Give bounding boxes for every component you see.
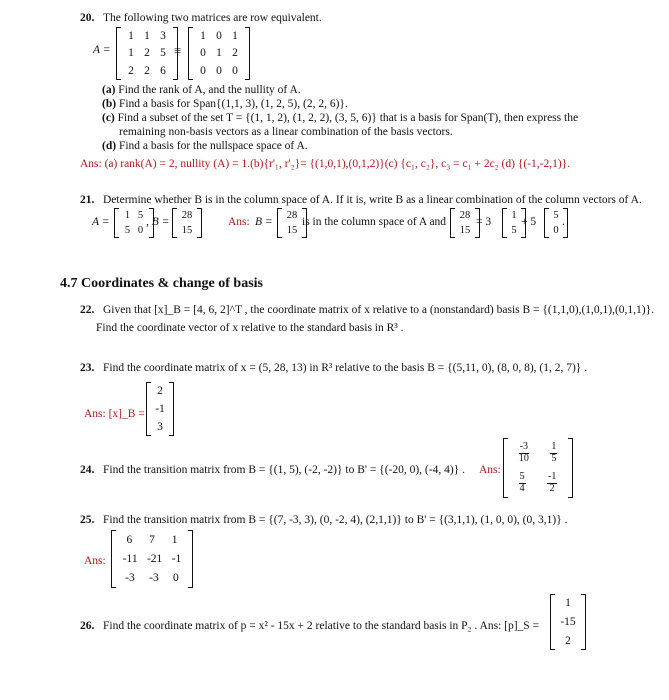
q20-matrix-r bbox=[188, 27, 250, 80]
matrix-cell: 5 bbox=[137, 210, 144, 221]
q21-ans-text: is in the column space of A and bbox=[302, 216, 447, 228]
matrix-row bbox=[153, 385, 167, 397]
matrix-cell: 2 bbox=[232, 47, 238, 60]
q24-ans-label: Ans: bbox=[479, 464, 501, 476]
matrix-cell: 0 bbox=[232, 65, 238, 78]
q23-text: Find the coordinate matrix of x = (5, 28, 13) in R³ relative to the basis B = {(5,11, 0), (8, 0, 8), (1, 2, 7)} . bbox=[103, 362, 588, 374]
q21-a-label: A = bbox=[92, 216, 110, 228]
matrix-cell: 0 bbox=[173, 572, 179, 585]
matrix-cell: 2 bbox=[144, 47, 150, 60]
matrix-cell: 2 bbox=[128, 65, 134, 78]
matrix-cell: 28 bbox=[459, 210, 471, 221]
matrix-cell: 1 bbox=[128, 29, 134, 42]
matrix-row bbox=[509, 225, 519, 236]
fraction-numerator: 1 bbox=[551, 441, 557, 452]
fraction-entry bbox=[519, 442, 529, 464]
q26-text: Find the coordinate matrix of p = x² - 15x + 2 relative to the standard basis in P₂ . Ans: [p]_S = bbox=[103, 620, 540, 632]
matrix-cell: 0 bbox=[553, 225, 559, 236]
matrix-row bbox=[509, 210, 519, 221]
matrix-row bbox=[557, 635, 579, 647]
q20-part-c-cont: remaining non-basis vectors as a linear combination of the basis vectors. bbox=[119, 126, 453, 138]
matrix-cell: 28 bbox=[181, 210, 193, 221]
matrix-cell: 5 bbox=[160, 47, 166, 60]
matrix-cell: 1 bbox=[511, 210, 517, 221]
matrix-cell: 2 bbox=[157, 385, 163, 397]
matrix-cell: 3 bbox=[160, 29, 166, 42]
matrix-cell: 0 bbox=[200, 47, 206, 60]
matrix-cell: 1 bbox=[200, 29, 206, 42]
matrix-cell: 15 bbox=[459, 225, 471, 236]
fraction-denominator: 5 bbox=[551, 452, 557, 464]
q20-part-d: (d) Find a basis for the nullspace space of A. bbox=[102, 140, 308, 152]
fraction-denominator: 10 bbox=[518, 452, 529, 464]
matrix-row bbox=[284, 225, 300, 236]
q20-matrix-a-label: A = bbox=[93, 44, 111, 56]
q20-equivalent-sign: ≡ bbox=[174, 43, 182, 58]
fraction-numerator: -3 bbox=[519, 441, 528, 452]
matrix-cell: 1 bbox=[232, 29, 238, 42]
matrix-cell: 15 bbox=[286, 225, 298, 236]
q20-stem: The following two matrices are row equivalent. bbox=[103, 12, 322, 24]
matrix-cell: 5 bbox=[553, 210, 559, 221]
matrix-cell: 1 bbox=[128, 47, 134, 60]
matrix-cell: 2 bbox=[144, 65, 150, 78]
q20-answer: Ans: (a) rank(A) = 2, nullity (A) = 1.(b){r'₁, r'₂}= {(1,0,1),(0,1,2)}(c) {c₁, c₂}, c₃ = c₁ + 2c₂ (d) {(-1,-2,1)}. bbox=[80, 158, 571, 170]
matrix-cell: -15 bbox=[560, 615, 576, 628]
matrix-row bbox=[551, 225, 561, 236]
q23-number: 23. bbox=[80, 362, 95, 374]
matrix-row bbox=[153, 421, 167, 433]
matrix-cell: 0 bbox=[137, 225, 144, 236]
matrix-row bbox=[118, 534, 186, 546]
matrix-cell: 1 bbox=[216, 47, 222, 60]
matrix-row bbox=[179, 225, 195, 236]
q26-ans-matrix bbox=[550, 594, 586, 650]
q22-number: 22. bbox=[80, 304, 95, 316]
q21-ans-b-label: B = bbox=[255, 216, 273, 228]
matrix-cell: -11 bbox=[122, 552, 138, 565]
matrix-cell: 6 bbox=[160, 65, 166, 78]
q20-number: 20. bbox=[80, 12, 95, 24]
matrix-row bbox=[195, 65, 243, 77]
q20-matrix-a bbox=[116, 27, 178, 80]
q24-number: 24. bbox=[80, 464, 95, 476]
matrix-row bbox=[195, 30, 243, 42]
fraction-denominator: 4 bbox=[519, 482, 525, 494]
matrix-row bbox=[123, 30, 171, 42]
matrix-row bbox=[557, 597, 579, 609]
q25-ans-matrix bbox=[111, 530, 193, 588]
q26-number: 26. bbox=[80, 620, 95, 632]
matrix-row bbox=[195, 47, 243, 59]
matrix-cell: 5 bbox=[124, 225, 131, 236]
matrix-cell: 0 bbox=[216, 65, 222, 78]
matrix-cell: 0 bbox=[216, 29, 222, 42]
matrix-cell: 1 bbox=[565, 597, 571, 610]
matrix-cell: 15 bbox=[181, 225, 193, 236]
q20-part-b: (b) Find a basis for Span{(1,1, 3), (1, 2, 5), (2, 2, 6)}. bbox=[102, 98, 348, 110]
matrix-row bbox=[284, 210, 300, 221]
matrix-cell: -1 bbox=[155, 403, 165, 415]
matrix-cell: 5 bbox=[511, 225, 517, 236]
q24-ans-matrix bbox=[503, 438, 573, 498]
matrix-cell: 0 bbox=[200, 65, 206, 78]
matrix-cell: 3 bbox=[157, 421, 163, 433]
q25-ans-label: Ans: bbox=[84, 555, 106, 567]
matrix-cell: -21 bbox=[146, 552, 163, 565]
fraction-numerator: 5 bbox=[519, 471, 525, 482]
section-title: 4.7 Coordinates & change of basis bbox=[60, 276, 264, 291]
matrix-row bbox=[118, 572, 186, 584]
matrix-cell: 6 bbox=[126, 533, 133, 546]
matrix-row bbox=[551, 210, 561, 221]
q21-end: . bbox=[562, 216, 565, 228]
matrix-cell: 7 bbox=[149, 533, 155, 546]
matrix-row bbox=[123, 65, 171, 77]
q21-plus: + 5 bbox=[521, 216, 537, 228]
matrix-row bbox=[179, 210, 195, 221]
matrix-row bbox=[508, 442, 568, 464]
q21-ans-label: Ans: bbox=[228, 216, 250, 228]
q22-line2: Find the coordinate vector of x relative to the standard basis in R³ . bbox=[96, 322, 404, 334]
matrix-cell: 1 bbox=[171, 533, 178, 546]
matrix-cell: 28 bbox=[286, 210, 298, 221]
matrix-row bbox=[121, 210, 147, 221]
q23-ans-matrix bbox=[146, 382, 174, 436]
matrix-cell: 2 bbox=[565, 634, 571, 647]
q21-eq: = 3 bbox=[476, 216, 492, 228]
fraction-denominator: 2 bbox=[549, 482, 555, 494]
matrix-cell: 1 bbox=[144, 29, 150, 42]
q22-line1: Given that [x]_B = [4, 6, 2]^T , the coordinate matrix of x relative to a (nonstandard) basis B = {(1,1,0),(1,0,1),(0,1,1)}. bbox=[103, 304, 655, 316]
fraction-numerator: -1 bbox=[547, 471, 557, 482]
q24-text: Find the transition matrix from B = {(1, 5), (-2, -2)} to B' = {(-20, 0), (-4, 4)} . bbox=[103, 464, 465, 476]
matrix-row bbox=[457, 210, 473, 221]
q20-part-a: (a) Find the rank of A, and the nullity of A. bbox=[102, 84, 301, 96]
q25-text: Find the transition matrix from B = {(7, -3, 3), (0, -2, 4), (2,1,1)} to B' = {(3,1,1), (1, 0, 0), (0, 3,1)} . bbox=[103, 514, 568, 526]
q21-matrix-b bbox=[172, 208, 202, 238]
fraction-entry bbox=[547, 472, 557, 494]
matrix-cell: 1 bbox=[124, 210, 131, 221]
matrix-cell: -3 bbox=[149, 572, 159, 585]
fraction-entry bbox=[550, 442, 557, 464]
matrix-row bbox=[457, 225, 473, 236]
matrix-cell: -1 bbox=[171, 552, 182, 565]
matrix-row bbox=[121, 225, 147, 236]
q21-b-label: , B = bbox=[146, 216, 170, 228]
q21-stem: Determine whether B is in the column space of A. If it is, write B as a linear combination of the column vectors of A. bbox=[103, 194, 642, 206]
matrix-row bbox=[508, 472, 568, 494]
matrix-row bbox=[123, 47, 171, 59]
matrix-cell: -3 bbox=[125, 572, 135, 585]
q20-part-c: (c) Find a subset of the set T = {(1, 1, 2), (1, 2, 2), (3, 5, 6)} that is a basis for Span(T), then express the bbox=[102, 112, 579, 124]
matrix-row bbox=[118, 553, 186, 565]
matrix-row bbox=[153, 403, 167, 415]
q23-ans-label: Ans: [x]_B = bbox=[84, 408, 145, 420]
q25-number: 25. bbox=[80, 514, 95, 526]
q21-number: 21. bbox=[80, 194, 95, 206]
fraction-entry bbox=[519, 472, 526, 494]
matrix-row bbox=[557, 616, 579, 628]
